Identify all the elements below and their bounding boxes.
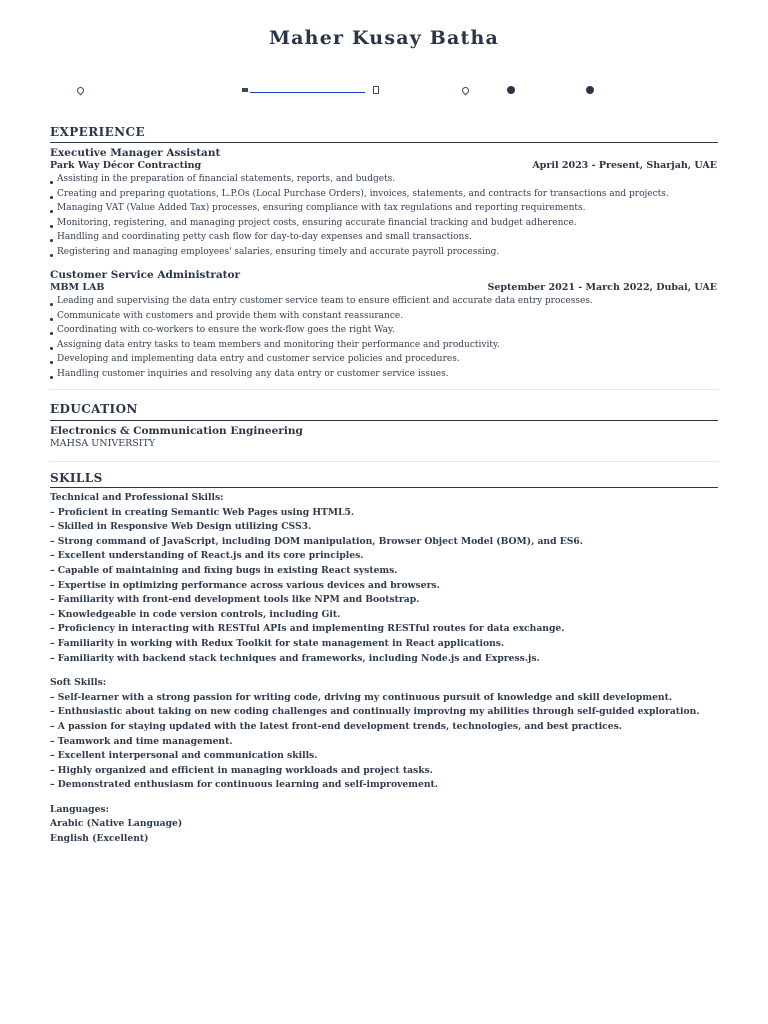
list-item: – A passion for staying updated with the latest front-end development trends, technologies, and best practices. [50,720,622,732]
soft-skills-heading: Soft Skills: [50,677,107,689]
candidate-name: Maher Kusay Batha [268,27,500,49]
light-divider [50,389,718,390]
dot-icon[interactable] [586,84,594,96]
list-item: – Highly organized and efficient in managing workloads and project tasks. [50,764,433,776]
dot-icon[interactable] [507,84,515,96]
list-item: Handling customer inquiries and resolving any data entry or customer service issues. [50,367,593,382]
list-item: – Excellent understanding of React.js and its core principles. [50,550,364,562]
list-item: – Capable of maintaining and fixing bugs in existing React systems. [50,564,398,576]
list-item: Managing VAT (Value Added Tax) processes, ensuring compliance with tax regulations and reporting requirements. [50,201,669,216]
degree-title: Electronics & Communication Engineering [50,425,303,437]
section-divider [50,487,718,488]
list-item: – Proficient in creating Semantic Web Pages using HTML5. [50,506,355,518]
list-item: Assisting in the preparation of financial statements, reports, and budgets. [50,172,669,187]
list-item: English (Excellent) [50,833,149,845]
location-pin-icon [462,84,469,96]
list-item: – Excellent interpersonal and communication skills. [50,750,318,762]
list-item: Handling and coordinating petty cash flow for day-to-day expenses and small transactions. [50,230,669,245]
list-item: – Enthusiastic about taking on new coding challenges and continually improving my abilities through self-guided exploration. [50,706,700,718]
list-item: Developing and implementing data entry and customer service policies and procedures. [50,352,593,367]
technical-skills-heading: Technical and Professional Skills: [50,492,224,503]
company-name: MBM LAB [50,282,105,293]
list-item: Communicate with customers and provide them with constant reassurance. [50,309,593,324]
contact-row [0,84,768,96]
list-item: Creating and preparing quotations, L.P.Os (Local Purchase Orders), invoices, statements, and contracts for transactions and projects. [50,187,669,202]
list-item: – Familiarity in working with Redux Toolkit for state management in React applications. [50,637,505,649]
list-item: – Familiarity with front-end development tools like NPM and Bootstrap. [50,594,420,606]
email-icon [242,88,248,92]
skills-body [50,491,730,847]
experience-heading: EXPERIENCE [50,125,146,139]
list-item: – Demonstrated enthusiasm for continuous learning and self-improvement. [50,779,438,791]
location-pin-icon [77,84,84,96]
list-item: Assigning data entry tasks to team members and monitoring their performance and productivity. [50,338,593,353]
list-item: – Self-learner with a strong passion for writing code, driving my continuous pursuit of knowledge and skill development. [50,691,673,703]
list-item: – Proficiency in interacting with RESTful APIs and implementing RESTful routes for data exchange. [50,623,565,635]
list-item: Monitoring, registering, and managing project costs, ensuring accurate financial tracking and budget adherence. [50,216,669,231]
job-title: Customer Service Administrator [50,269,241,281]
languages-heading: Languages: [50,803,109,815]
email-link[interactable] [242,84,365,96]
list-item: Leading and supervising the data entry customer service team to ensure efficient and accurate data entry processes. [50,294,593,309]
job-date: April 2023 - Present, Sharjah, UAE [532,160,717,171]
list-item: – Familiarity with backend stack techniques and frameworks, including Node.js and Express.js. [50,652,540,664]
list-item: Registering and managing employees' salaries, ensuring timely and accurate payroll processing. [50,245,669,260]
list-item: Arabic (Native Language) [50,818,183,830]
list-item: Coordinating with co-workers to ensure the work-flow goes the right Way. [50,323,593,338]
job-title: Executive Manager Assistant [50,147,221,159]
education-heading: EDUCATION [50,402,138,416]
phone-icon [373,84,379,96]
list-item: – Expertise in optimizing performance across various devices and browsers. [50,579,440,591]
section-divider [50,142,718,143]
list-item: – Strong command of JavaScript, including DOM manipulation, Browser Object Model (BOM), and ES6. [50,535,583,547]
skills-heading: SKILLS [50,471,103,485]
list-item: – Knowledgeable in code version controls, including Git. [50,608,341,620]
school-name: MAHSA UNIVERSITY [50,438,156,449]
list-item: – Teamwork and time management. [50,735,233,747]
email-link-underline[interactable] [250,87,365,93]
job-date: September 2021 - March 2022, Dubai, UAE [487,282,717,293]
job-bullets [50,294,593,382]
job-bullets [50,172,669,260]
list-item: – Skilled in Responsive Web Design utilizing CSS3. [50,521,312,533]
company-name: Park Way Décor Contracting [50,160,202,171]
light-divider [50,461,718,462]
section-divider [50,420,718,421]
